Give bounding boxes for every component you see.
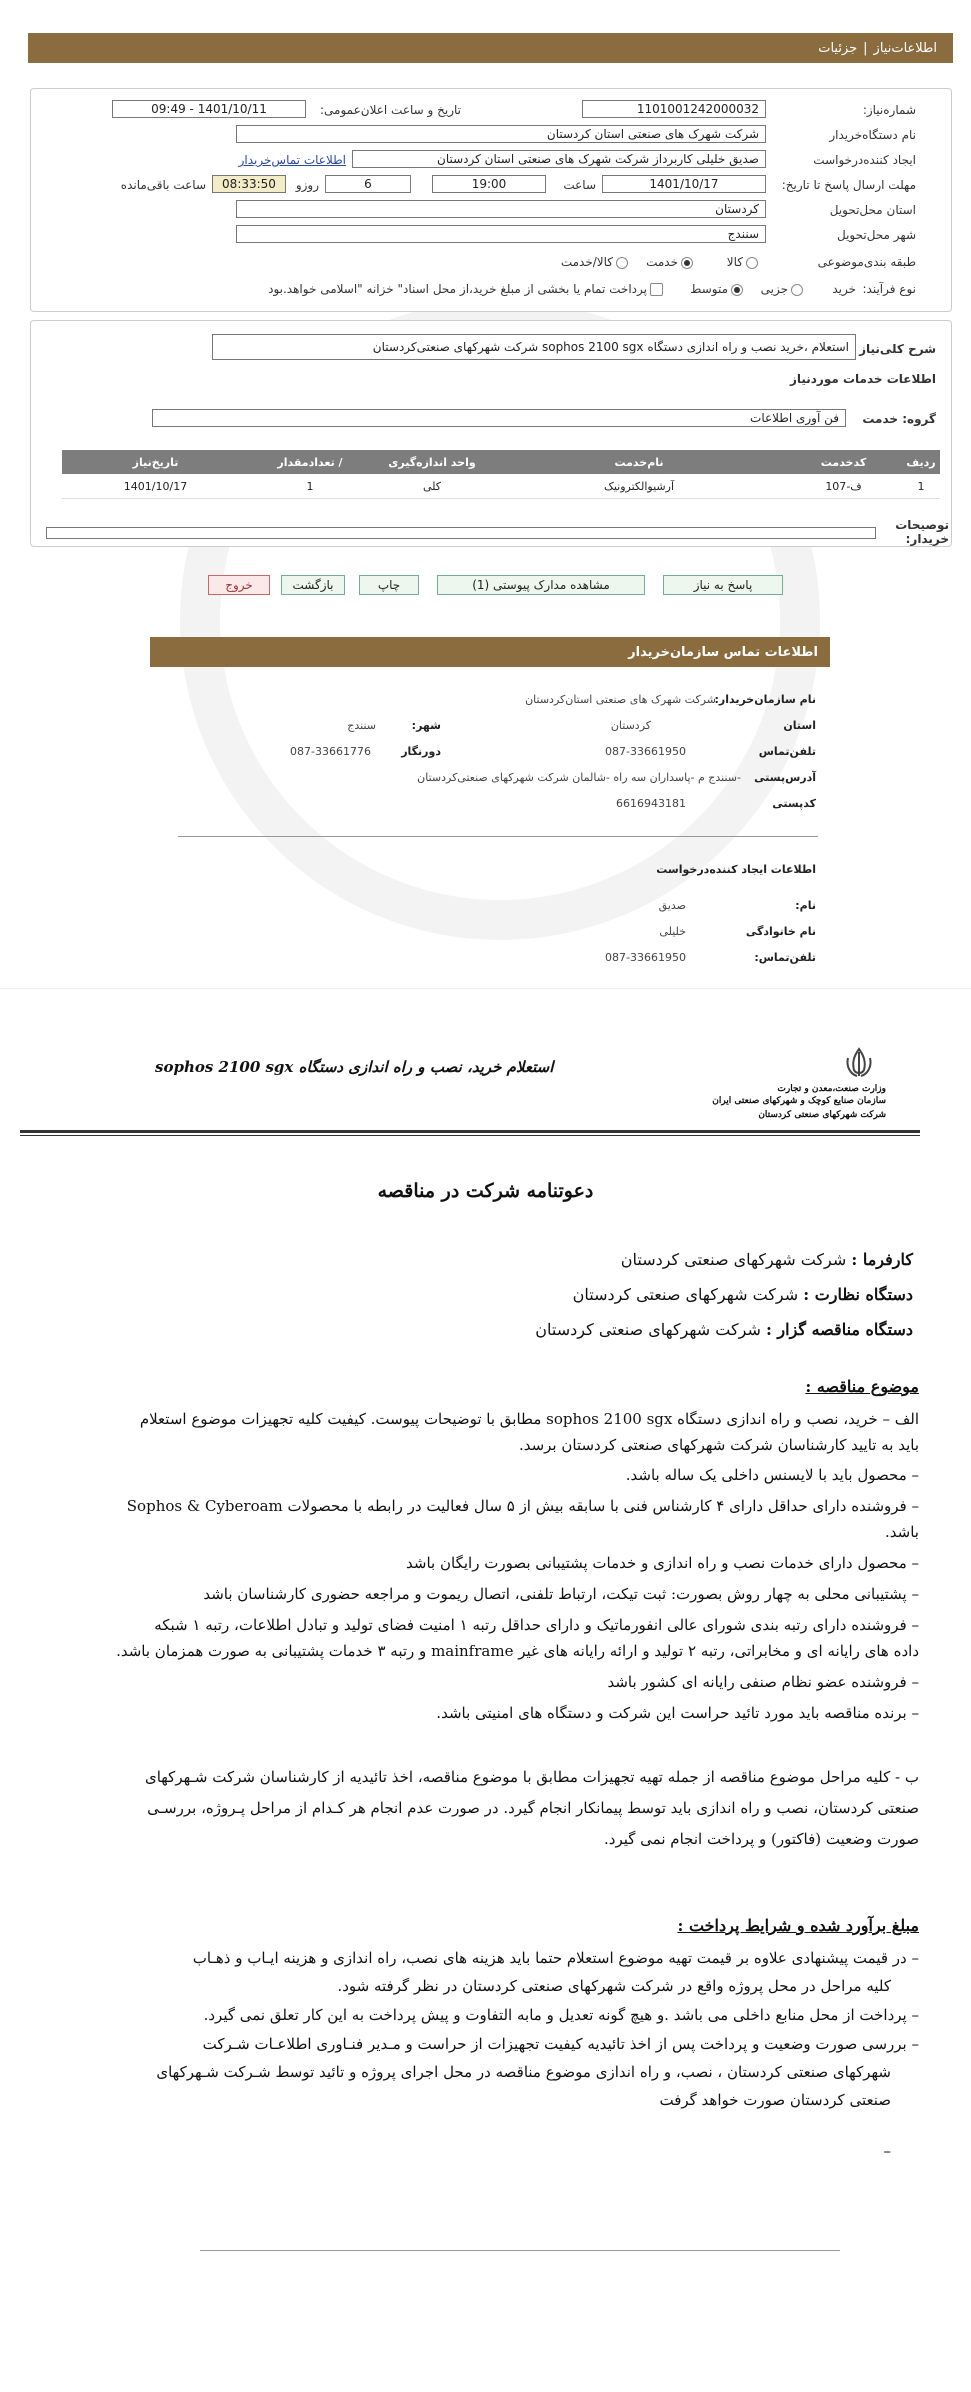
payment-line-3: – پرداخت از محل منابع داخلی می باشد .و هیچ گونه تعدیل و مابه التفاوت و پیش پرداخت به این کار تعلق نمی گیرد. bbox=[203, 2006, 919, 2024]
doc-header-rule-thin bbox=[20, 1135, 920, 1136]
buyer-contact-link[interactable]: اطلاعات تماس‌خریدار bbox=[238, 153, 346, 167]
deadline-time-field: 19:00 bbox=[432, 175, 546, 193]
need-number-label: شماره‌نیاز: bbox=[862, 103, 916, 117]
cell-name: آرشیوالکترونیک bbox=[493, 474, 785, 499]
days-field: 6 bbox=[325, 175, 411, 193]
cat-service-radio[interactable] bbox=[681, 257, 693, 269]
contact-province-value: کردستان bbox=[610, 719, 651, 732]
logo-line2: سازمان صنایع کوچک و شهرکهای صنعتی ایران bbox=[712, 1096, 886, 1106]
th-unit: واحد اندازه‌گیری bbox=[371, 450, 493, 474]
supervisor-label: دستگاه نظارت : bbox=[803, 1285, 913, 1304]
doc-header-title: استعلام خرید، نصب و راه اندازی دستگاه sophos 2100 sgx bbox=[155, 1058, 554, 1076]
contact-postal-value: 6616943181 bbox=[616, 797, 686, 810]
deadline-date-field: 1401/10/17 bbox=[602, 175, 766, 193]
process-label: نوع فرآیند: bbox=[862, 282, 916, 296]
subject-line-7: – پشتیبانی محلی به چهار روش بصورت: ثبت تیکت، ارتباط تلفنی، اتصال ریموت و مراجعه حضوری کارشناسان باشد bbox=[203, 1585, 919, 1603]
province-field: کردستان bbox=[236, 200, 766, 218]
th-qty: / تعدادمقدار bbox=[249, 450, 371, 474]
city-field: سنندج bbox=[236, 225, 766, 243]
contact-fax-label: دورنگار bbox=[401, 745, 441, 758]
cell-unit: کلی bbox=[371, 474, 493, 499]
deadline-time-label: ساعت bbox=[563, 178, 596, 192]
category-label: طبقه بندی‌موضوعی bbox=[817, 255, 916, 269]
group-label: گروه‌: خدمت bbox=[862, 412, 936, 426]
tab-separator: | bbox=[863, 40, 868, 56]
city-label: شهر محل‌تحویل bbox=[837, 228, 916, 242]
contact-postal-label: کدپستی bbox=[772, 797, 816, 810]
tender-label: دستگاه مناقصه گزار : bbox=[765, 1320, 913, 1339]
need-number-field: 1101001242000032 bbox=[582, 100, 766, 118]
payment-line-5: شهرکهای صنعتی کردستان ، نصب، و راه اندازی موضوع مناقصه در محل اجرای پروژه و تائید توسط شـرکت شـهرکهای bbox=[156, 2063, 891, 2081]
subject-line-1: الف – خرید، نصب و راه اندازی دستگاه sophos 2100 sgx مطابق با توضیحات پیوست. کیفیت کلیه تجهیزات موضوع استعلام bbox=[139, 1410, 919, 1428]
cell-code: ف-107 bbox=[785, 474, 902, 499]
contact-city-value: سنندج bbox=[347, 719, 376, 732]
buyer-notes-field bbox=[46, 527, 876, 539]
proc-minor-label: جزیی bbox=[760, 282, 788, 296]
payment-line-4: – بررسی صورت وضعیت و پرداخت پس از اخذ تائیدیه کیفیت تجهیزات از حراست و مـدیر فنـاوری اطلاعـات شـرکت bbox=[202, 2035, 919, 2053]
days-label: روزو bbox=[295, 178, 319, 192]
tab-need-info[interactable]: اطلاعات‌نیاز bbox=[873, 40, 937, 56]
payment-line-2: کلیه مراحل در محل پروژه واقع در شرکت شهرکهای صنعتی کردستان در نظر گرفته شود. bbox=[337, 1977, 891, 1995]
payment-note: پرداخت تمام یا بخشی از مبلغ خرید،از محل اسناد" خزانه "اسلامی خواهد.بود bbox=[268, 282, 647, 296]
summary-label: شرح کلی‌نیاز bbox=[859, 342, 936, 356]
attachments-button[interactable]: مشاهده مدارک پیوستی (1) bbox=[437, 575, 645, 595]
employer-value: شرکت شهرکهای صنعتی کردستان bbox=[620, 1250, 847, 1269]
subject-line-3: – محصول باید با لایسنس داخلی یک ساله باشد. bbox=[625, 1466, 919, 1484]
para-b-line-3: صورت وضعیت (فاکتور) و پرداخت انجام نمی گیرد. bbox=[604, 1830, 919, 1848]
contact-fax-value: 087-33661776 bbox=[290, 745, 371, 758]
iran-emblem-icon bbox=[842, 1046, 876, 1080]
cat-both-label: کالا/خدمت bbox=[560, 255, 613, 269]
contact-title: اطلاعات تماس‌ سازمان‌خریدار bbox=[628, 644, 818, 660]
announce-field: 1401/10/11 - 09:49 bbox=[112, 100, 306, 118]
services-table bbox=[62, 450, 940, 499]
buyer-notes-label: توصیحات خریدار: bbox=[895, 518, 949, 546]
payment-treasury-checkbox[interactable] bbox=[650, 283, 663, 296]
province-label: استان محل‌تحویل bbox=[829, 203, 916, 217]
contact-divider bbox=[178, 836, 818, 837]
buyer-label: نام دستگاه‌خریدار bbox=[829, 128, 916, 142]
subject-line-9: داده های رایانه ای و مخابراتی، رتبه ۲ تولید و ارائه رایانه های غیر mainframe و رتبه ۳ خدمات پشتیبانی به صورت همزمان باشد. bbox=[116, 1642, 919, 1660]
payment-line-6: صنعتی کردستان صورت خواهد گرفت bbox=[659, 2091, 891, 2109]
creator-family-value: خلیلی bbox=[659, 925, 686, 938]
proc-medium-label: متوسط bbox=[690, 282, 728, 296]
creator-phone-value: 087-33661950 bbox=[605, 951, 686, 964]
employer-label: کارفرما : bbox=[851, 1250, 913, 1269]
logo-line1: وزارت صنعت،معدن و تجارت bbox=[777, 1084, 886, 1094]
summary-field: استعلام ،خرید نصب و راه اندازی دستگاه sophos 2100 sgx شرکت شهرکهای صنعتی‌کردستان bbox=[212, 334, 856, 360]
logo-line3: شرکت شهرکهای صنعتی کردستان bbox=[758, 1110, 886, 1120]
creator-info-title: اطلاعات ایجاد کننده‌درخواست bbox=[656, 863, 816, 876]
cat-goods-radio[interactable] bbox=[746, 257, 758, 269]
subject-line-4: – فروشنده دارای حداقل دارای ۴ کارشناس فنی با سابقه بیش از ۵ سال فعالیت در رابطه با محصولات Sophos & Cyberoam bbox=[126, 1497, 919, 1515]
doc-title: دعوتنامه شرکت در مناقصه bbox=[377, 1180, 594, 1202]
cell-date: 1401/10/17 bbox=[62, 474, 249, 499]
print-button[interactable]: چاپ bbox=[359, 575, 419, 595]
proc-buy-label: خرید bbox=[832, 282, 856, 296]
payment-line-1: – در قیمت پیشنهادی علاوه بر قیمت تهیه موضوع استعلام حتما باید هزینه های نصب، راه اندازی و هزینه ایـاب و ذهـاب bbox=[192, 1949, 919, 1967]
creator-label: ایجاد کننده‌درخواست bbox=[813, 153, 916, 167]
supervisor-value: شرکت شهرکهای صنعتی کردستان bbox=[572, 1285, 799, 1304]
table-header-row bbox=[62, 450, 940, 474]
creator-field: صدیق خلیلی کاربرداز شرکت شهرک های صنعتی استان کردستان bbox=[352, 150, 766, 168]
contact-city-label: شهر: bbox=[411, 719, 441, 732]
proc-medium-radio[interactable] bbox=[731, 284, 743, 296]
remain-label: ساعت باقی‌مانده bbox=[120, 178, 206, 192]
th-code: کدخدمت bbox=[785, 450, 902, 474]
para-b-line-1: ب - کلیه مراحل موضوع مناقصه از جمله تهیه تجهیزات مطابق با موضوع مناقصه، اخذ تائیدیه از کارشناسان شرکت شـهرکهای bbox=[144, 1768, 919, 1786]
subject-line-2: باید به تایید کارشناسان شرکت شهرکهای صنعتی کردستان برسد. bbox=[518, 1436, 919, 1454]
contact-address-value: -سنندج م -پاسداران سه راه -شالمان شرکت شهرکهای صنعتی‌کردستان bbox=[417, 771, 741, 784]
tab-details[interactable]: جزئیات bbox=[818, 40, 858, 56]
cat-goods-label: کالا bbox=[726, 255, 743, 269]
tender-value: شرکت شهرکهای صنعتی کردستان bbox=[535, 1320, 761, 1339]
contact-province-label: استان bbox=[783, 719, 816, 732]
contact-phone-value: 087-33661950 bbox=[605, 745, 686, 758]
announce-label: تاریخ و ساعت اعلان‌عمومی: bbox=[319, 103, 461, 117]
payment-title: مبلغ برآورد شده و شرایط پرداخت : bbox=[677, 1916, 919, 1935]
subject-title: موضوع مناقصه : bbox=[805, 1377, 919, 1396]
contact-header-bar bbox=[150, 637, 830, 667]
para-b-line-2: صنعتی کردستان، نصب و راه اندازی باید توسط پیمانکار انجام گیرد. در صورت عدم انجام هر کـدام از مراحل پـروژه، بررسـی bbox=[147, 1799, 919, 1817]
subject-line-8: – فروشنده دارای رتبه بندی شورای عالی انفورماتیک و دارای حداقل رتبه ۱ امنیت فضای تولید و تبادل اطلاعات، رتبه ۱ شبکه bbox=[154, 1616, 919, 1634]
contact-org-value: شرکت شهرک های صنعتی استان‌کردستان bbox=[525, 693, 716, 706]
th-name: نام‌خدمت bbox=[493, 450, 785, 474]
subject-line-11: – برنده مناقصه باید مورد تائید حراست این شرکت و دستگاه های امنیتی باشد. bbox=[436, 1704, 919, 1722]
subject-line-10: – فروشنده عضو نظام صنفی رایانه ای کشور باشد bbox=[607, 1673, 919, 1691]
th-date: تاریخ‌نیاز bbox=[62, 450, 249, 474]
creator-name-value: صدیق bbox=[658, 899, 686, 912]
subject-line-5: باشد. bbox=[885, 1523, 919, 1541]
reply-button[interactable]: پاسخ به نیاز bbox=[663, 575, 783, 595]
remain-time-field: 08:33:50 bbox=[212, 175, 286, 193]
doc-header-rule bbox=[20, 1130, 920, 1133]
contact-address-label: آدرس‌پستی bbox=[754, 771, 816, 784]
cat-both-radio[interactable] bbox=[616, 257, 628, 269]
page-break bbox=[0, 988, 971, 989]
subject-line-6: – محصول دارای خدمات نصب و راه اندازی و خدمات پشتیبانی بصورت رایگان باشد bbox=[406, 1554, 919, 1572]
top-header-bar bbox=[28, 33, 953, 63]
buyer-field: شرکت شهرک های صنعتی استان کردستان bbox=[236, 125, 766, 143]
back-button[interactable]: بازگشت bbox=[281, 575, 345, 595]
th-row: ردیف bbox=[902, 450, 940, 474]
doc-footer-rule bbox=[200, 2250, 840, 2251]
services-title: اطلاعات خدمات موردنیاز bbox=[789, 372, 936, 386]
creator-phone-label: تلفن‌تماس: bbox=[754, 951, 816, 964]
group-field: فن آوری اطلاعات bbox=[152, 409, 846, 427]
creator-name-label: نام: bbox=[795, 899, 816, 912]
cell-row: 1 bbox=[902, 474, 940, 499]
contact-org-label: نام سازمان‌خریدار: bbox=[714, 693, 816, 706]
exit-button[interactable]: خروج bbox=[208, 575, 270, 595]
table-row bbox=[62, 474, 940, 499]
trailing-dash: – bbox=[883, 2142, 891, 2160]
contact-phone-label: تلفن‌تماس bbox=[758, 745, 816, 758]
creator-family-label: نام خانوادگی bbox=[745, 925, 816, 938]
cat-service-label: خدمت bbox=[646, 255, 678, 269]
cell-qty: 1 bbox=[249, 474, 371, 499]
deadline-label: مهلت ارسال‌ پاسخ تا‌ تاریخ: bbox=[781, 178, 916, 192]
proc-minor-radio[interactable] bbox=[791, 284, 803, 296]
